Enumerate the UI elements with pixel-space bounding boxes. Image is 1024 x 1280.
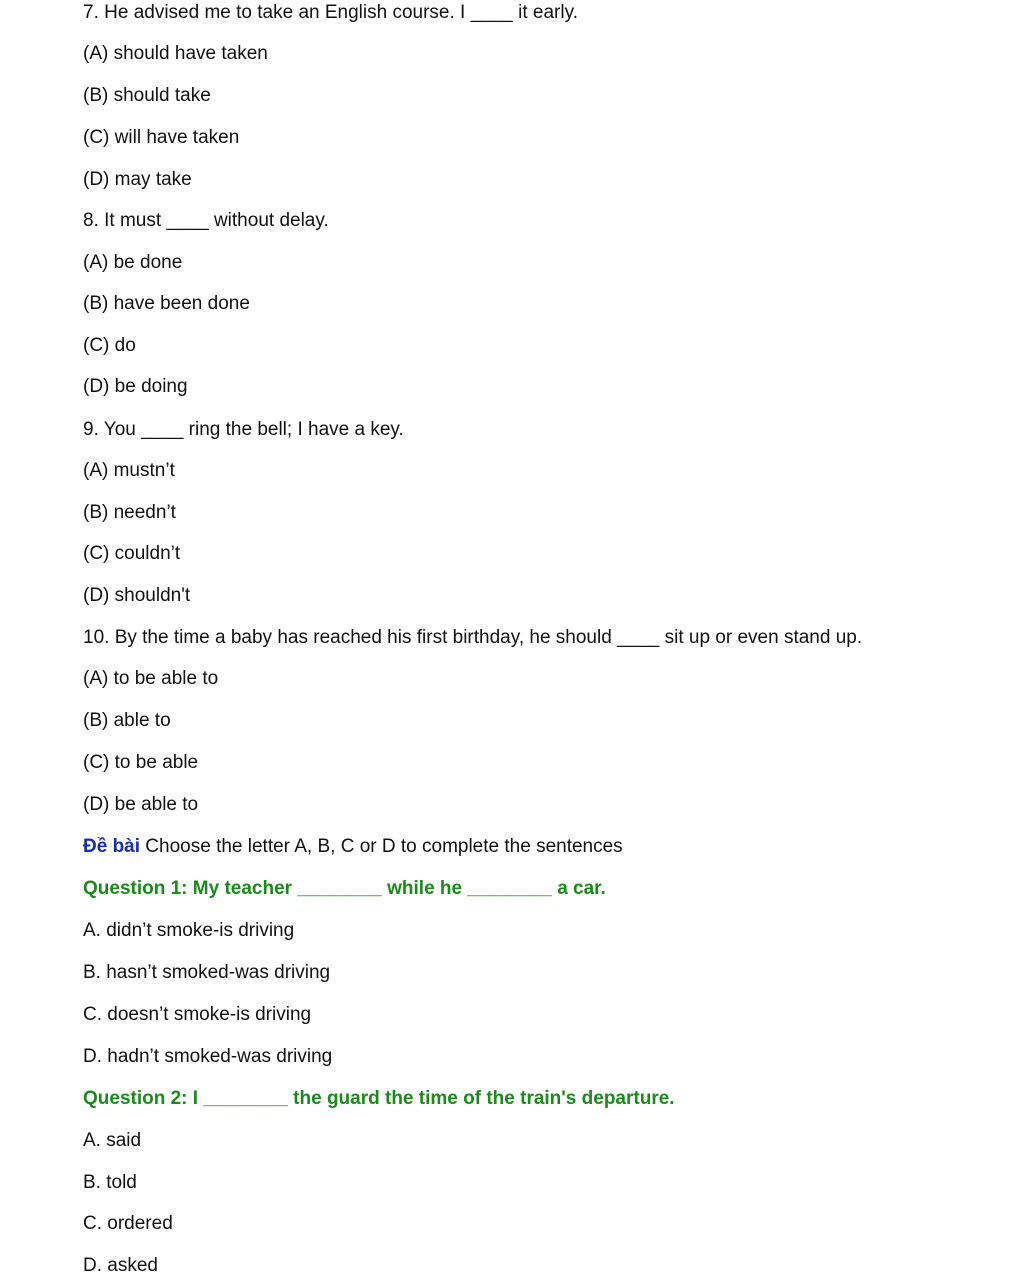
question-9-stem: 9. You ____ ring the bell; I have a key. (83, 419, 404, 440)
question-2-option-b: B. told (83, 1172, 137, 1193)
question-2-option-a: A. said (83, 1130, 142, 1151)
section-instruction: Choose the letter A, B, C or D to complete the sentences (140, 836, 623, 857)
question-7-option-b: (B) should take (83, 85, 211, 106)
question-9-option-a: (A) mustn’t (83, 460, 175, 481)
question-8-stem: 8. It must ____ without delay. (83, 210, 329, 231)
question-8-option-c: (C) do (83, 335, 136, 356)
section-heading (83, 835, 623, 859)
question-2-option-d: D. asked (83, 1255, 158, 1276)
question-9-option-c: (C) couldn’t (83, 543, 181, 564)
question-8-option-a: (A) be done (83, 252, 183, 273)
question-10-option-c: (C) to be able (83, 752, 199, 773)
question-9-option-b: (B) needn’t (83, 502, 176, 523)
question-10-option-b: (B) able to (83, 710, 171, 731)
question-10-option-a: (A) to be able to (83, 668, 219, 689)
question-9-option-d: (D) shouldn't (83, 585, 191, 606)
question-1-option-d: D. hadn’t smoked-was driving (83, 1046, 333, 1067)
question-7-option-c: (C) will have taken (83, 127, 240, 148)
question-10-option-d: (D) be able to (83, 794, 199, 815)
question-1-option-a: A. didn’t smoke-is driving (83, 920, 295, 941)
question-7-stem: 7. He advised me to take an English course. I ____ it early. (83, 2, 578, 23)
question-2-stem: Question 2: I ________ the guard the time of the train's departure. (83, 1088, 675, 1109)
question-8-option-b: (B) have been done (83, 293, 250, 314)
question-1-option-b: B. hasn’t smoked-was driving (83, 962, 331, 983)
question-1-stem: Question 1: My teacher ________ while he ________ a car. (83, 878, 606, 899)
question-2-option-c: C. ordered (83, 1213, 173, 1234)
question-10-stem: 10. By the time a baby has reached his first birthday, he should ____ sit up or even stand up. (83, 627, 863, 648)
section-label: Đề bài (83, 836, 141, 857)
question-7-option-a: (A) should have taken (83, 43, 268, 64)
question-7-option-d: (D) may take (83, 169, 192, 190)
question-8-option-d: (D) be doing (83, 376, 188, 397)
question-1-option-c: C. doesn’t smoke-is driving (83, 1004, 312, 1025)
